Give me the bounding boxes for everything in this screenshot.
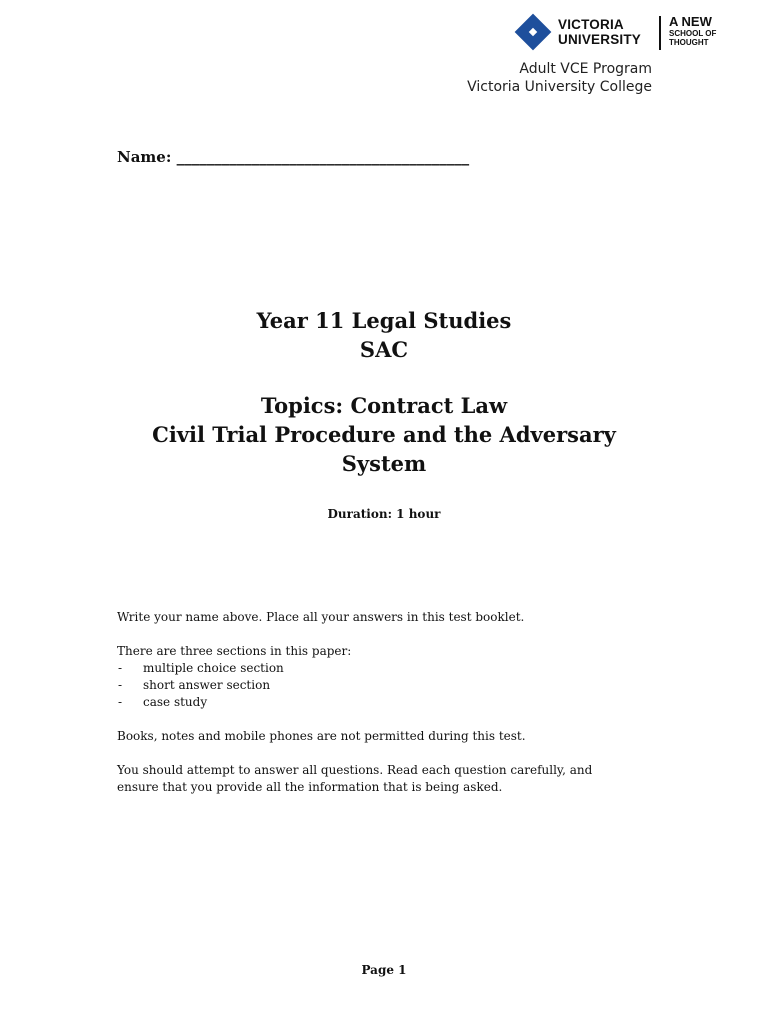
logo-tagline-line3: THOUGHT <box>669 38 709 47</box>
title-line1: Year 11 Legal Studies <box>256 308 512 333</box>
document-title <box>0 306 768 478</box>
name-label: Name: <box>117 148 177 166</box>
duration-text: Duration: 1 hour <box>327 507 441 521</box>
section-label: multiple choice section <box>143 661 284 675</box>
section-label: case study <box>143 695 208 709</box>
list-dash: - <box>118 695 123 709</box>
instructions <box>117 609 657 813</box>
name-field <box>117 148 469 166</box>
page-number: Page 1 <box>361 963 407 977</box>
title-line4: Civil Trial Procedure and the Adversary <box>152 422 616 447</box>
list-item <box>117 677 657 694</box>
logo-divider <box>659 16 661 50</box>
title-line3: Topics: Contract Law <box>260 393 508 418</box>
list-item <box>117 660 657 677</box>
section-label: short answer section <box>143 678 271 692</box>
logo-tagline <box>669 15 716 47</box>
list-dash: - <box>118 678 123 692</box>
instruction-attempt <box>117 762 657 796</box>
logo-name-line1: VICTORIA <box>558 17 624 32</box>
logo-tagline-line2: SCHOOL OF <box>669 29 717 38</box>
title-spacer <box>0 364 768 391</box>
instruction-sections-intro: There are three sections in this paper: <box>117 644 352 658</box>
logo-diamond-icon <box>515 14 552 51</box>
title-line2: SAC <box>359 337 409 362</box>
sections-list <box>117 660 657 711</box>
instruction-materials: Books, notes and mobile phones are not permitted during this test. <box>117 729 526 743</box>
name-blank-line: _______________________________________ <box>176 148 470 166</box>
instruction-name: Write your name above. Place all your answers in this test booklet. <box>117 610 525 624</box>
instruction-attempt-line2: ensure that you provide all the information that is being asked. <box>117 780 503 794</box>
logo-tagline-line1: A NEW <box>669 14 712 29</box>
instruction-attempt-line1: You should attempt to answer all questions. Read each question carefully, and <box>117 763 593 777</box>
program-info <box>467 60 652 96</box>
program-line2: Victoria University College <box>467 79 652 95</box>
title-line5: System <box>341 451 427 476</box>
logo-wordmark <box>558 17 641 47</box>
logo-name-line2: UNIVERSITY <box>558 32 642 47</box>
list-item <box>117 694 657 711</box>
program-line1: Adult VCE Program <box>519 61 652 77</box>
university-logo <box>518 14 718 54</box>
list-dash: - <box>118 661 123 675</box>
